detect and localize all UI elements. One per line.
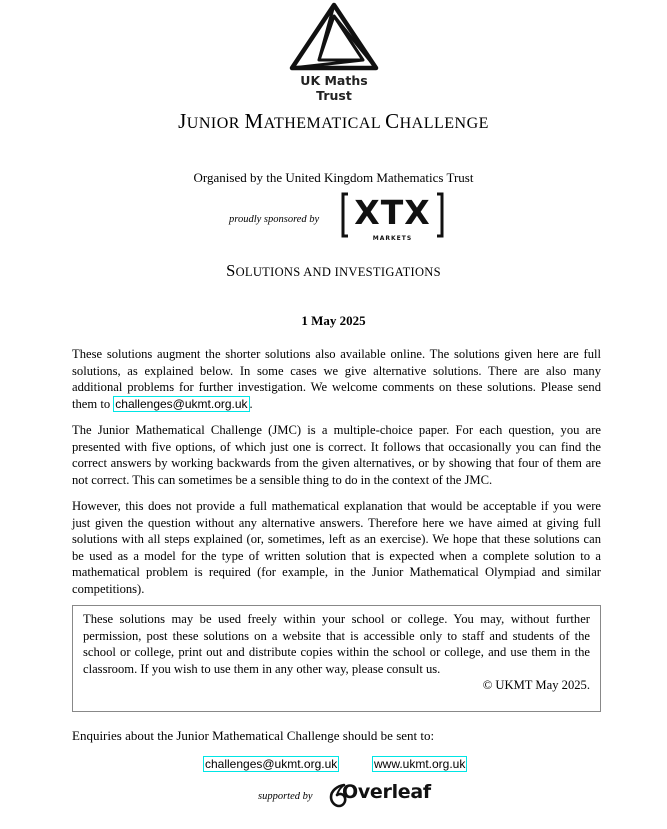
ukmt-logo-text: UK Maths Trust [300,73,368,103]
xtx-logo [340,192,445,244]
organised-by: Organised by the United Kingdom Mathematics Trust [193,170,474,185]
overleaf-logo-text: Overleaf [342,781,431,803]
xtx-logo-sub: MARKETS [372,235,413,242]
supported-by-label: supported by [258,791,313,802]
ukmt-logo [283,2,385,103]
contact-links [203,753,339,772]
footer-website-link[interactable]: www.ukmt.org.uk [374,757,466,771]
page-title: JUNIOR MATHEMATICAL CHALLENGE [178,109,489,133]
sponsored-by-label: proudly sponsored by [229,214,320,225]
usage-notice-box [72,605,601,712]
website-link-wrap [372,753,467,772]
page-subtitle: SOLUTIONS AND INVESTIGATIONS [226,261,441,280]
intro-paragraph-1: These solutions augment the shorter solutions also available online. The solutions given here are full solutions, as explained below. In some cases we give alternative solutions. There are also many additional problems for further investigation. We welcome comments on these solutions. Please send them to challenges@ukmt.org.uk . [72,347,601,411]
xtx-logo-text: XTX [354,193,431,232]
overleaf-logo [328,781,431,809]
enquiries-text: Enquiries about the Junior Mathematical Challenge should be sent to: [72,728,435,743]
copyright: © UKMT May 2025. [482,678,590,693]
date: 1 May 2025 [301,313,366,328]
email-link[interactable]: challenges@ukmt.org.uk [115,396,248,411]
ukmt-triangle-icon [283,2,385,74]
footer-email-link[interactable]: challenges@ukmt.org.uk [205,757,338,771]
intro-paragraph-3: However, this does not provide a full mathematical explanation that would be acceptable if you were just given the question without any alternative answers. Therefore here we have aimed at giving full solutions with all steps explained (or, sometimes, left as an exercise). We hope that these solutions can be used as a model for the type of written solution that is expected when a complete solution to a mathematical problem is required (for example, in the Junior Mathematical Olympiad and similar competitions). [72,499,601,596]
intro-paragraph-2: The Junior Mathematical Challenge (JMC) is a multiple-choice paper. For each question, you are presented with five options, of which just one is correct. It follows that occasionally you can find the correct answers by working backwards from the given alternatives, or by showing that four of them are not correct. This can sometimes be a sensible thing to do in the context of the JMC. [72,423,601,487]
usage-notice-text: These solutions may be used freely within your school or college. You may, without further permission, post these solutions on a website that is accessible only to staff and students of the school or college, print out and distribute copies within the school or college, and use them in the classroom. If you wish to use them in any other way, please consult us. [83,612,590,676]
